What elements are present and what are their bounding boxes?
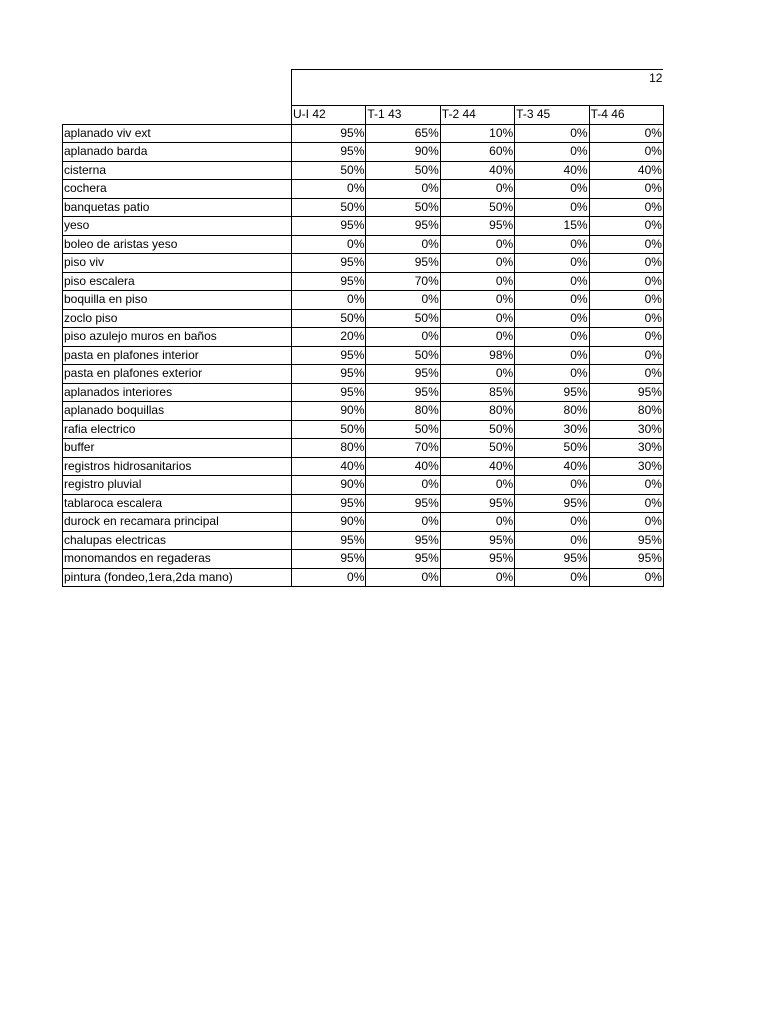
percent-cell: 70% [366, 439, 440, 458]
percent-cell: 0% [589, 568, 663, 587]
empty-cell [63, 70, 292, 88]
row-label: piso escalera [63, 272, 292, 291]
percent-cell: 50% [515, 439, 589, 458]
row-label: banquetas patio [63, 198, 292, 217]
row-label: registro pluvial [63, 476, 292, 495]
percent-cell: 0% [366, 291, 440, 310]
percent-cell: 30% [589, 457, 663, 476]
percent-cell: 50% [366, 346, 440, 365]
percent-cell: 95% [292, 383, 366, 402]
percent-cell: 0% [440, 568, 514, 587]
percent-cell: 95% [589, 383, 663, 402]
column-header: T-4 46 [589, 106, 663, 125]
percent-cell: 80% [366, 402, 440, 421]
percent-cell: 95% [292, 124, 366, 143]
table-row [63, 531, 664, 550]
percent-cell: 0% [515, 531, 589, 550]
percent-cell: 80% [440, 402, 514, 421]
table-row [63, 161, 664, 180]
blank-row [63, 88, 664, 106]
percent-cell: 0% [366, 180, 440, 199]
row-label: cochera [63, 180, 292, 199]
empty-cell [63, 88, 292, 106]
percent-cell: 90% [292, 476, 366, 495]
progress-table [62, 69, 664, 587]
percent-cell: 95% [515, 383, 589, 402]
table-row [63, 568, 664, 587]
percent-cell: 0% [589, 513, 663, 532]
percent-cell: 40% [589, 161, 663, 180]
percent-cell: 0% [292, 291, 366, 310]
percent-cell: 15% [515, 217, 589, 236]
table-row [63, 291, 664, 310]
percent-cell: 95% [292, 365, 366, 384]
table-row [63, 420, 664, 439]
table-row [63, 476, 664, 495]
column-header: T-3 45 [515, 106, 589, 125]
percent-cell: 95% [589, 531, 663, 550]
percent-cell: 30% [589, 420, 663, 439]
table-row [63, 272, 664, 291]
percent-cell: 0% [366, 568, 440, 587]
percent-cell: 0% [515, 476, 589, 495]
percent-cell: 95% [292, 531, 366, 550]
empty-cell [63, 106, 292, 125]
percent-cell: 95% [366, 550, 440, 569]
row-label: monomandos en regaderas [63, 550, 292, 569]
column-header: T-1 43 [366, 106, 440, 125]
table-row [63, 328, 664, 347]
group-title-row [63, 70, 664, 88]
table-row [63, 402, 664, 421]
percent-cell: 50% [292, 161, 366, 180]
column-header: U-I 42 [292, 106, 366, 125]
percent-cell: 0% [515, 235, 589, 254]
table-row [63, 309, 664, 328]
percent-cell: 95% [515, 550, 589, 569]
percent-cell: 80% [515, 402, 589, 421]
percent-cell: 95% [292, 217, 366, 236]
row-label: cisterna [63, 161, 292, 180]
percent-cell: 0% [515, 124, 589, 143]
row-label: durock en recamara principal [63, 513, 292, 532]
row-label: boleo de aristas yeso [63, 235, 292, 254]
row-label: tablaroca escalera [63, 494, 292, 513]
percent-cell: 0% [589, 180, 663, 199]
percent-cell: 0% [440, 235, 514, 254]
percent-cell: 70% [366, 272, 440, 291]
percent-cell: 80% [589, 402, 663, 421]
table-row [63, 457, 664, 476]
percent-cell: 0% [515, 272, 589, 291]
percent-cell: 0% [515, 198, 589, 217]
percent-cell: 0% [515, 513, 589, 532]
percent-cell: 0% [589, 328, 663, 347]
row-label: aplanado viv ext [63, 124, 292, 143]
percent-cell: 80% [292, 439, 366, 458]
percent-cell: 50% [366, 161, 440, 180]
table-row [63, 550, 664, 569]
percent-cell: 0% [440, 272, 514, 291]
table-row [63, 346, 664, 365]
percent-cell: 95% [366, 254, 440, 273]
percent-cell: 95% [292, 254, 366, 273]
percent-cell: 0% [589, 143, 663, 162]
percent-cell: 0% [589, 217, 663, 236]
percent-cell: 10% [440, 124, 514, 143]
table-row [63, 235, 664, 254]
column-header: T-2 44 [440, 106, 514, 125]
percent-cell: 0% [292, 235, 366, 254]
percent-cell: 95% [292, 272, 366, 291]
percent-cell: 95% [440, 494, 514, 513]
percent-cell: 40% [515, 457, 589, 476]
percent-cell: 0% [515, 180, 589, 199]
percent-cell: 90% [366, 143, 440, 162]
percent-cell: 95% [440, 217, 514, 236]
percent-cell: 0% [589, 365, 663, 384]
row-label: pasta en plafones exterior [63, 365, 292, 384]
percent-cell: 95% [292, 143, 366, 162]
progress-spreadsheet [62, 69, 664, 587]
percent-cell: 98% [440, 346, 514, 365]
percent-cell: 0% [366, 328, 440, 347]
percent-cell: 50% [292, 309, 366, 328]
percent-cell: 30% [589, 439, 663, 458]
percent-cell: 50% [292, 420, 366, 439]
percent-cell: 0% [515, 309, 589, 328]
percent-cell: 40% [440, 161, 514, 180]
group-title: 12 [292, 70, 664, 88]
percent-cell: 95% [440, 550, 514, 569]
percent-cell: 0% [589, 291, 663, 310]
row-label: piso viv [63, 254, 292, 273]
table-row [63, 439, 664, 458]
row-label: boquilla en piso [63, 291, 292, 310]
percent-cell: 95% [292, 550, 366, 569]
percent-cell: 95% [366, 217, 440, 236]
percent-cell: 95% [440, 531, 514, 550]
percent-cell: 50% [366, 309, 440, 328]
percent-cell: 95% [589, 550, 663, 569]
table-row [63, 254, 664, 273]
percent-cell: 50% [440, 198, 514, 217]
percent-cell: 95% [366, 383, 440, 402]
percent-cell: 40% [366, 457, 440, 476]
percent-cell: 50% [440, 420, 514, 439]
percent-cell: 95% [366, 365, 440, 384]
table-row [63, 365, 664, 384]
row-label: aplanados interiores [63, 383, 292, 402]
table-row [63, 198, 664, 217]
table-row [63, 383, 664, 402]
percent-cell: 30% [515, 420, 589, 439]
percent-cell: 0% [515, 365, 589, 384]
percent-cell: 0% [515, 346, 589, 365]
percent-cell: 50% [366, 420, 440, 439]
percent-cell: 95% [515, 494, 589, 513]
percent-cell: 65% [366, 124, 440, 143]
percent-cell: 0% [366, 235, 440, 254]
percent-cell: 95% [366, 494, 440, 513]
percent-cell: 0% [440, 476, 514, 495]
percent-cell: 0% [589, 124, 663, 143]
row-label: zoclo piso [63, 309, 292, 328]
percent-cell: 0% [589, 254, 663, 273]
percent-cell: 0% [589, 494, 663, 513]
percent-cell: 0% [515, 328, 589, 347]
percent-cell: 0% [515, 291, 589, 310]
percent-cell: 90% [292, 513, 366, 532]
empty-cell [292, 88, 664, 106]
percent-cell: 40% [515, 161, 589, 180]
percent-cell: 0% [440, 365, 514, 384]
percent-cell: 95% [366, 531, 440, 550]
percent-cell: 0% [515, 143, 589, 162]
percent-cell: 0% [589, 272, 663, 291]
percent-cell: 90% [292, 402, 366, 421]
table-row [63, 143, 664, 162]
percent-cell: 85% [440, 383, 514, 402]
percent-cell: 0% [440, 291, 514, 310]
row-label: pasta en plafones interior [63, 346, 292, 365]
percent-cell: 0% [440, 309, 514, 328]
percent-cell: 0% [440, 513, 514, 532]
percent-cell: 0% [589, 346, 663, 365]
percent-cell: 0% [515, 254, 589, 273]
percent-cell: 0% [440, 180, 514, 199]
percent-cell: 95% [292, 346, 366, 365]
row-label: chalupas electricas [63, 531, 292, 550]
row-label: rafia electrico [63, 420, 292, 439]
percent-cell: 0% [292, 568, 366, 587]
percent-cell: 0% [515, 568, 589, 587]
column-header-row [63, 106, 664, 125]
table-row [63, 217, 664, 236]
row-label: pintura (fondeo,1era,2da mano) [63, 568, 292, 587]
percent-cell: 0% [440, 328, 514, 347]
row-label: buffer [63, 439, 292, 458]
percent-cell: 50% [366, 198, 440, 217]
percent-cell: 40% [292, 457, 366, 476]
row-label: registros hidrosanitarios [63, 457, 292, 476]
percent-cell: 50% [292, 198, 366, 217]
table-row [63, 494, 664, 513]
percent-cell: 0% [292, 180, 366, 199]
percent-cell: 20% [292, 328, 366, 347]
row-label: aplanado boquillas [63, 402, 292, 421]
percent-cell: 40% [440, 457, 514, 476]
row-label: aplanado barda [63, 143, 292, 162]
percent-cell: 0% [589, 235, 663, 254]
table-row [63, 124, 664, 143]
percent-cell: 0% [589, 476, 663, 495]
percent-cell: 95% [292, 494, 366, 513]
table-row [63, 180, 664, 199]
percent-cell: 0% [589, 198, 663, 217]
row-label: yeso [63, 217, 292, 236]
percent-cell: 50% [440, 439, 514, 458]
percent-cell: 0% [440, 254, 514, 273]
percent-cell: 0% [366, 476, 440, 495]
row-label: piso azulejo muros en baños [63, 328, 292, 347]
percent-cell: 60% [440, 143, 514, 162]
percent-cell: 0% [589, 309, 663, 328]
percent-cell: 0% [366, 513, 440, 532]
table-row [63, 513, 664, 532]
